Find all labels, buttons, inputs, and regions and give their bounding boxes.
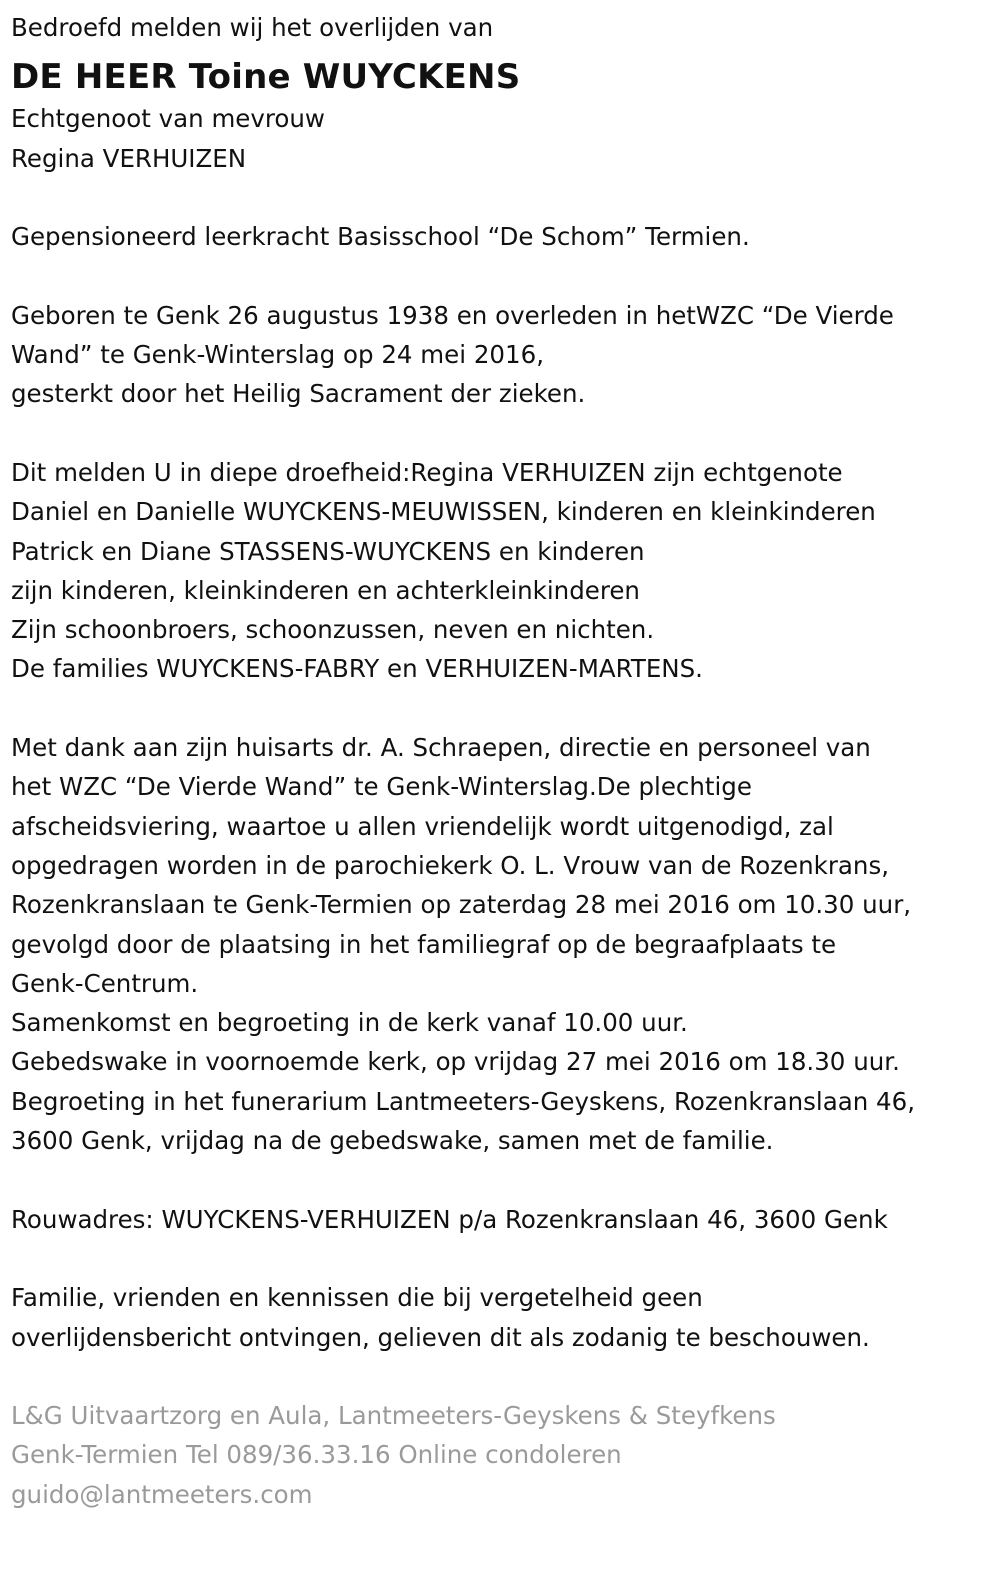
birth-death-block [11, 296, 991, 414]
birth-death-line: Wand” te Genk-Winterslag op 24 mei 2016, [11, 340, 544, 370]
deceased-name: DE HEER Toine WUYCKENS [11, 57, 521, 98]
spacer [11, 1160, 991, 1199]
ceremony-line: Samenkomst en begroeting in de kerk vanaf 10.00 uur. [11, 1008, 688, 1038]
ceremony-line: Begroeting in het funerarium Lantmeeters-Geyskens, Rozenkranslaan 46, [11, 1086, 916, 1116]
family-line: zijn kinderen, kleinkinderen en achterkleinkinderen [11, 575, 640, 605]
spacer [11, 414, 991, 453]
footer-line: L&G Uitvaartzorg en Aula, Lantmeeters-Geyskens & Steyfkens [11, 1401, 776, 1431]
family-line: Patrick en Diane STASSENS-WUYCKENS en kinderen [11, 536, 645, 566]
ceremony-line: Gebedswake in voornoemde kerk, op vrijdag 27 mei 2016 om 18.30 uur. [11, 1047, 900, 1077]
spacer [11, 689, 991, 728]
spacer [11, 256, 991, 295]
family-line: Dit melden U in diepe droefheid:Regina VERHUIZEN zijn echtgenote [11, 457, 843, 487]
ceremony-line: gevolgd door de plaatsing in het familiegraf op de begraafplaats te [11, 929, 837, 959]
birth-death-line: Geboren te Genk 26 augustus 1938 en overleden in hetWZC “De Vierde [11, 300, 894, 330]
family-block [11, 453, 991, 689]
spouse-line: Regina VERHUIZEN [11, 143, 247, 173]
profession-text: Gepensioneerd leerkracht Basisschool “De Schom” Termien. [11, 222, 750, 252]
family-line: De families WUYCKENS-FABRY en VERHUIZEN-MARTENS. [11, 654, 703, 684]
ceremony-line: Met dank aan zijn huisarts dr. A. Schraepen, directie en personeel van [11, 733, 871, 763]
closing-block [11, 1278, 991, 1357]
ceremony-line: het WZC “De Vierde Wand” te Genk-Winterslag.De plechtige [11, 772, 752, 802]
ceremony-block [11, 728, 991, 1160]
ceremony-line: Genk-Centrum. [11, 968, 199, 998]
footer-email: guido@lantmeeters.com [11, 1479, 313, 1509]
obituary-notice [11, 8, 991, 1514]
spouse-line: Echtgenoot van mevrouw [11, 104, 325, 134]
funeral-home-footer [11, 1396, 991, 1514]
closing-line: Familie, vrienden en kennissen die bij vergetelheid geen [11, 1283, 703, 1313]
spouse-block [11, 99, 991, 178]
mourning-address: Rouwadres: WUYCKENS-VERHUIZEN p/a Rozenkranslaan 46, 3600 Genk [11, 1204, 888, 1234]
spacer [11, 1239, 991, 1278]
ceremony-line: afscheidsviering, waartoe u allen vriendelijk wordt uitgenodigd, zal [11, 811, 834, 841]
spacer [11, 178, 991, 217]
ceremony-line: opgedragen worden in de parochiekerk O. L. Vrouw van de Rozenkrans, [11, 850, 889, 880]
intro-text: Bedroefd melden wij het overlijden van [11, 13, 494, 42]
ceremony-line: 3600 Genk, vrijdag na de gebedswake, samen met de familie. [11, 1126, 774, 1156]
footer-line: Genk-Termien Tel 089/36.33.16 Online condoleren [11, 1440, 622, 1470]
birth-death-line: gesterkt door het Heilig Sacrament der zieken. [11, 379, 586, 409]
closing-line: overlijdensbericht ontvingen, gelieven dit als zodanig te beschouwen. [11, 1322, 870, 1352]
family-line: Zijn schoonbroers, schoonzussen, neven en nichten. [11, 615, 655, 645]
family-line: Daniel en Danielle WUYCKENS-MEUWISSEN, kinderen en kleinkinderen [11, 497, 876, 527]
spacer [11, 1357, 991, 1396]
ceremony-line: Rozenkranslaan te Genk-Termien op zaterdag 28 mei 2016 om 10.30 uur, [11, 890, 912, 920]
